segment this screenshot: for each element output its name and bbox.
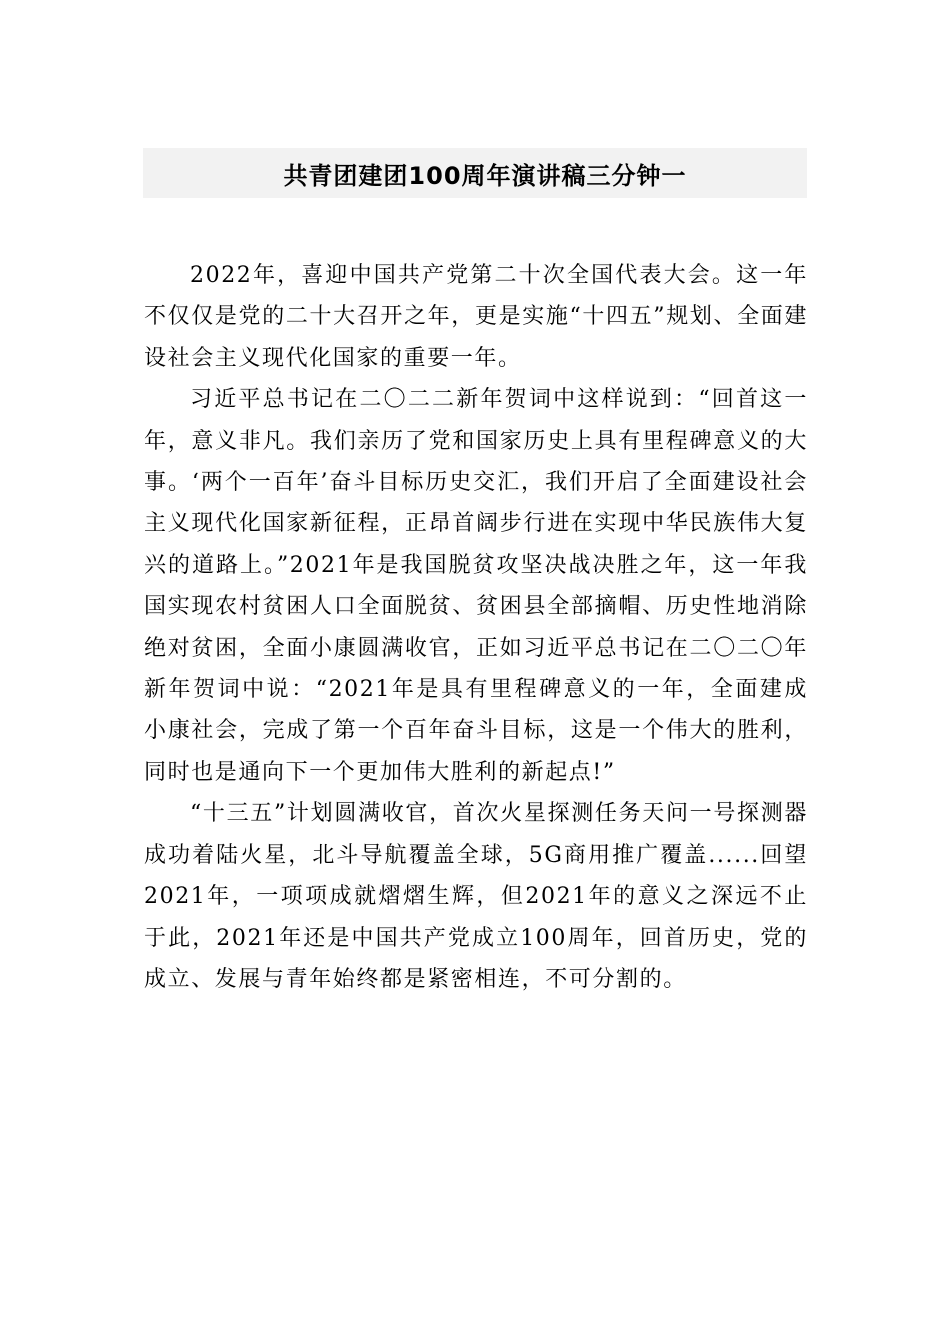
paragraph-2: 习近平总书记在二〇二二新年贺词中这样说到：“回首这一年，意义非凡。我们亲历了党和国家历史上具有里程碑意义的大事。‘两个一百年’奋斗目标历史交汇，我们开启了全面建设社会主义现代化国家新征程，正昂首阔步行进在实现中华民族伟大复兴的道路上。”2021年是我国脱贫攻坚决战决胜之年，这一年我国实现农村贫困人口全面脱贫、贫困县全部摘帽、历史性地消除绝对贫困，全面小康圆满收官，正如习近平总书记在二〇二〇年新年贺词中说：“2021年是具有里程碑意义的一年，全面建成小康社会，完成了第一个百年奋斗目标，这是一个伟大的胜利，同时也是通向下一个更加伟大胜利的新起点!” [144, 387, 808, 785]
title-bar [143, 148, 807, 198]
document-body [144, 255, 808, 1000]
document-title: 共青团建团100周年演讲稿三分钟一 [283, 161, 687, 190]
paragraph-3: “十三五”计划圆满收官，首次火星探测任务天问一号探测器成功着陆火星，北斗导航覆盖全球，5G商用推广覆盖......回望2021年，一项项成就熠熠生辉，但2021年的意义之深远不止于此，2021年还是中国共产党成立100周年，回首历史，党的成立、发展与青年始终都是紧密相连，不可分割的。 [144, 801, 808, 992]
paragraph-1: 2022年，喜迎中国共产党第二十次全国代表大会。这一年不仅仅是党的二十大召开之年，更是实施“十四五”规划、全面建设社会主义现代化国家的重要一年。 [144, 263, 808, 371]
